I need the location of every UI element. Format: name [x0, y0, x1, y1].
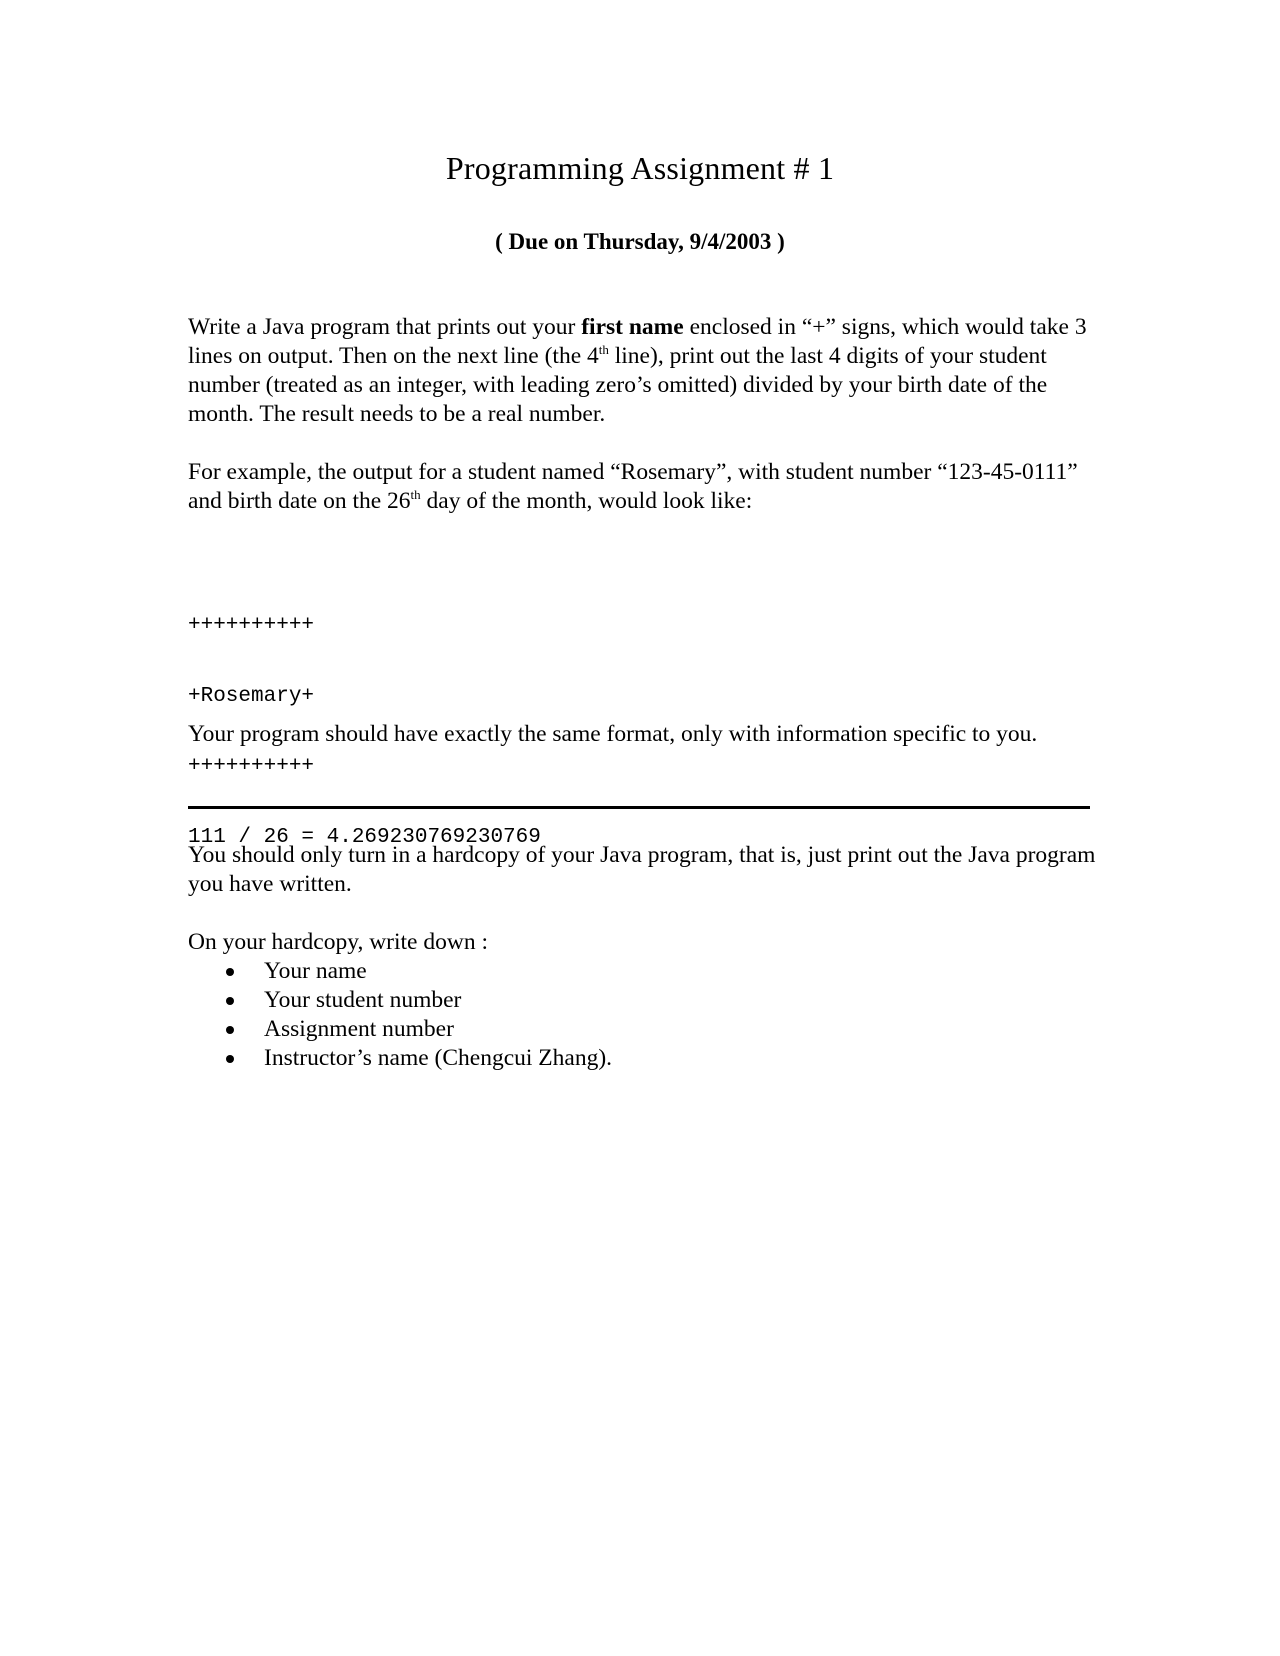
bullet-icon: [226, 1026, 234, 1034]
ordinal-suffix: th: [598, 342, 609, 357]
list-item-text: Your student number: [264, 987, 462, 1013]
horizontal-divider: [188, 806, 1090, 809]
due-date: ( Due on Thursday, 9/4/2003 ): [495, 229, 785, 254]
list-item-text: Your name: [264, 958, 367, 984]
code-line: 111 / 26 = 4.269230769230769: [188, 825, 541, 849]
list-item: [188, 1044, 1088, 1073]
list-item-text: Assignment number: [264, 1016, 454, 1042]
page-title: Programming Assignment # 1: [445, 150, 835, 186]
code-line: +Rosemary+: [188, 684, 315, 708]
hardcopy-checklist: [188, 957, 1088, 1073]
instructions-text-3: line), print out the last 4 digits of your student number (treated as an integer, with leading zero’s omitted) divided by your birth date of the month. The result needs to be a real number.: [188, 343, 1048, 427]
example-text-1: For example, the output for a student named “Rosemary”, with student number “123-45-0111” and birth date on the 26: [188, 459, 1078, 514]
instructions-text-2: enclosed in “+” signs, which would take 3 lines on output. Then on the next line (the 4: [188, 314, 1087, 369]
list-item: [188, 986, 1088, 1015]
bullet-icon: [226, 1055, 234, 1063]
submission-paragraph: You should only turn in a hardcopy of your Java program, that is, just print out the Java program you have written.: [188, 842, 1096, 897]
example-paragraph: [188, 458, 1108, 516]
first-name-emphasis: first name: [581, 314, 684, 340]
hardcopy-instructions: On your hardcopy, write down :: [188, 929, 488, 955]
ordinal-suffix: th: [410, 487, 421, 502]
instructions-paragraph: [188, 313, 1108, 429]
code-line: ++++++++++: [188, 755, 315, 778]
list-item: [188, 957, 1088, 986]
code-line: ++++++++++: [188, 614, 315, 637]
bullet-icon: [226, 997, 234, 1005]
bullet-icon: [226, 968, 234, 976]
format-note-paragraph: Your program should have exactly the same format, only with information specific to you.: [188, 721, 1038, 747]
list-item-text: Instructor’s name (Chengcui Zhang).: [264, 1045, 613, 1071]
example-text-2: day of the month, would look like:: [420, 488, 753, 514]
list-item: [188, 1015, 1088, 1044]
instructions-text-1: Write a Java program that prints out your: [188, 314, 582, 340]
